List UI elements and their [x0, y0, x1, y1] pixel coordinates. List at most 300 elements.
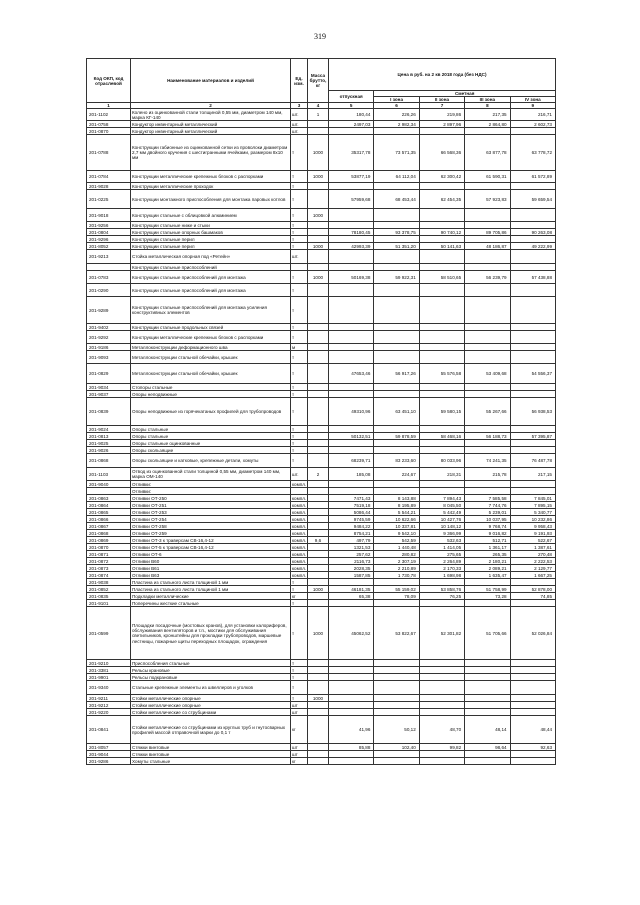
row-price-release: 185,08	[329, 468, 374, 481]
row-unit: т	[291, 351, 308, 364]
row-unit: шт.	[291, 468, 308, 481]
row-price-zone-2: 50 141,63	[419, 243, 464, 250]
row-price-zone-2: 2 897,96	[419, 121, 464, 128]
row-mass	[308, 250, 329, 264]
row-name: Отливки ОТ-3 к траверсам СВ-16,4-12	[131, 537, 291, 544]
row-price-zone-1: 59 922,31	[374, 271, 419, 284]
row-code: 201-9256	[87, 222, 131, 229]
row-code: 201-0863	[87, 495, 131, 502]
row-price-zone-3: 89 705,86	[465, 229, 510, 236]
row-price-zone-3: 51 758,99	[465, 586, 510, 593]
table-row	[87, 565, 556, 572]
row-price-zone-3: 2 089,21	[465, 565, 510, 572]
row-name: Отливки ОТ-259	[131, 530, 291, 537]
row-price-zone-4: 74,85	[510, 593, 555, 600]
row-price-zone-2	[419, 660, 464, 667]
row-code: 201-1103	[87, 468, 131, 481]
row-price-release	[329, 209, 374, 222]
row-price-zone-1: 59 878,59	[374, 433, 419, 440]
row-price-zone-4	[510, 297, 555, 324]
row-price-zone-4: 76 487,78	[510, 454, 555, 468]
row-price-zone-4	[510, 709, 555, 716]
row-code: 201-0865	[87, 509, 131, 516]
row-price-zone-3: 48,14	[465, 716, 510, 744]
row-code: 201-9018	[87, 209, 131, 222]
table-row	[87, 572, 556, 579]
row-unit: т	[291, 674, 308, 681]
row-price-zone-2	[419, 667, 464, 674]
row-price-zone-1	[374, 488, 419, 495]
row-unit: т	[291, 284, 308, 297]
row-price-zone-2: 90 740,12	[419, 229, 464, 236]
row-price-release	[329, 264, 374, 271]
table-row	[87, 600, 556, 607]
row-price-zone-1: 55 159,02	[374, 586, 419, 593]
row-price-zone-4	[510, 751, 555, 758]
row-price-zone-2	[419, 702, 464, 709]
row-price-zone-3: 98,64	[465, 744, 510, 751]
row-code: 201-9402	[87, 324, 131, 331]
row-price-zone-4: 217,15	[510, 468, 555, 481]
row-price-zone-2	[419, 695, 464, 702]
row-price-zone-1: 93 378,75	[374, 229, 419, 236]
row-unit: компл.	[292, 551, 307, 557]
row-price-zone-2	[419, 264, 464, 271]
header-release: отпускная	[329, 91, 374, 103]
row-price-zone-3: 2 864,80	[465, 121, 510, 128]
row-price-zone-3	[465, 447, 510, 454]
table-row	[87, 243, 556, 250]
row-price-zone-3: 9 768,74	[465, 523, 510, 530]
row-price-zone-2: 59 580,15	[419, 398, 464, 426]
row-price-release	[329, 183, 374, 190]
header-zone-3: III зона	[465, 97, 510, 103]
row-price-zone-1	[374, 579, 419, 586]
row-name: Рельсы крановые	[131, 667, 291, 674]
row-code: 201-0804	[87, 229, 131, 236]
row-price-zone-1	[374, 681, 419, 695]
row-price-zone-1	[374, 331, 419, 344]
row-code: 201-9289	[87, 297, 131, 324]
row-price-zone-3	[465, 695, 510, 702]
row-price-zone-1	[374, 702, 419, 709]
row-mass	[308, 702, 329, 709]
row-price-zone-3	[465, 297, 510, 324]
row-price-zone-2	[419, 384, 464, 391]
row-name: Отливки ОТ-5 к траверсам СВ-16,4-12	[131, 544, 291, 551]
row-price-release: 46181,35	[329, 586, 374, 593]
row-price-release	[329, 236, 374, 243]
row-code: 201-8057	[87, 744, 131, 751]
row-mass	[308, 183, 329, 190]
table-row	[87, 667, 556, 674]
row-code: 201-0870	[87, 544, 131, 551]
row-price-zone-2	[419, 250, 464, 264]
row-name: Рельсы подкрановые	[131, 674, 291, 681]
row-mass	[308, 128, 329, 135]
row-price-zone-3	[465, 674, 510, 681]
row-unit: т	[291, 297, 308, 324]
table-row	[87, 744, 556, 751]
row-price-zone-1: 280,82	[374, 551, 419, 558]
row-price-release: 78180,45	[329, 229, 374, 236]
row-mass	[308, 600, 329, 607]
row-price-zone-4	[510, 660, 555, 667]
row-unit: шт.	[291, 109, 308, 121]
row-price-zone-1	[374, 660, 419, 667]
row-price-release: 5086,44	[329, 509, 374, 516]
row-price-zone-4	[510, 674, 555, 681]
row-unit: т	[291, 324, 308, 331]
row-mass	[308, 398, 329, 426]
row-code: 201-9040	[87, 481, 131, 488]
row-price-zone-1	[374, 384, 419, 391]
row-price-zone-1	[374, 426, 419, 433]
row-price-release: 50169,38	[329, 271, 374, 284]
row-price-zone-3	[465, 128, 510, 135]
row-name: Отливки ОТ-254	[131, 516, 291, 523]
row-price-zone-2: 48,70	[419, 716, 464, 744]
row-price-zone-2: 275,65	[419, 551, 464, 558]
row-price-zone-2	[419, 284, 464, 297]
row-code: 201-9213	[87, 250, 131, 264]
row-price-release	[329, 391, 374, 398]
row-price-zone-1	[374, 481, 419, 488]
row-code: 201-9220	[87, 709, 131, 716]
row-price-zone-2: 55 576,58	[419, 364, 464, 384]
row-unit: компл.	[292, 516, 307, 522]
row-price-release	[329, 667, 374, 674]
row-code: 201-0868	[87, 454, 131, 468]
row-code: 201-0841	[87, 716, 131, 744]
row-price-zone-2	[419, 758, 464, 765]
row-mass	[308, 284, 329, 297]
row-price-zone-1: 50,12	[374, 716, 419, 744]
row-price-zone-4: 9 191,93	[510, 530, 555, 537]
row-name: Стойка металлическая опорная под «Ретейн»	[131, 250, 291, 264]
table-row	[87, 384, 556, 391]
table-row	[87, 128, 556, 135]
table-row	[87, 751, 556, 758]
row-price-release: 53877,19	[329, 171, 374, 183]
row-price-zone-2	[419, 183, 464, 190]
row-price-zone-2	[419, 391, 464, 398]
row-unit: т	[291, 681, 308, 695]
row-name: Отливки В60	[131, 558, 291, 565]
row-unit: т	[291, 391, 308, 398]
row-unit: компл.	[292, 523, 307, 529]
row-price-zone-2: 1 414,05	[419, 544, 464, 551]
row-price-zone-4	[510, 447, 555, 454]
row-mass: 1000	[308, 135, 329, 171]
row-price-zone-1: 1 440,48	[374, 544, 419, 551]
row-price-release: 2497,03	[329, 121, 374, 128]
row-price-zone-3: 2 180,21	[465, 558, 510, 565]
row-price-zone-1: 51 351,20	[374, 243, 419, 250]
row-price-zone-2: 53 858,76	[419, 586, 464, 593]
row-mass	[308, 579, 329, 586]
row-price-zone-2: 2 264,89	[419, 558, 464, 565]
row-price-release	[329, 481, 374, 488]
row-mass	[308, 544, 329, 551]
row-code: 201-3381	[87, 667, 131, 674]
row-mass	[308, 551, 329, 558]
row-price-zone-2: 219,86	[419, 109, 464, 121]
row-unit	[291, 488, 308, 495]
row-price-zone-2	[419, 128, 464, 135]
row-code: 201-0783	[87, 271, 131, 284]
row-name: Опоры неподвижные	[131, 391, 291, 398]
table-row	[87, 481, 556, 488]
table-row	[87, 468, 556, 481]
row-price-release: 1587,85	[329, 572, 374, 579]
row-mass	[308, 344, 329, 351]
row-price-zone-3	[465, 236, 510, 243]
row-code: 201-0868	[87, 530, 131, 537]
row-code: 201-9024	[87, 426, 131, 433]
row-price-release: 57959,68	[329, 190, 374, 209]
header-zone-2: II зона	[419, 97, 464, 103]
row-name: Конструкции стальные с облицовкой алюминием	[131, 209, 291, 222]
header-mass: Масса брутто, кг	[308, 59, 329, 103]
row-price-zone-4: 57 438,88	[510, 271, 555, 284]
row-code: 201-0874	[87, 572, 131, 579]
row-price-zone-4: 59 659,54	[510, 190, 555, 209]
row-mass	[308, 364, 329, 384]
row-price-zone-2: 10 148,12	[419, 523, 464, 530]
row-name: Металлоконструкции стальной обечайки, крышек	[131, 364, 291, 384]
row-mass	[308, 454, 329, 468]
row-price-zone-3	[465, 183, 510, 190]
row-mass: 1000	[308, 209, 329, 222]
row-price-zone-4: 10 232,86	[510, 516, 555, 523]
row-code: 201-0813	[87, 433, 131, 440]
row-price-zone-1	[374, 264, 419, 271]
table-row	[87, 171, 556, 183]
row-price-zone-4: 522,67	[510, 537, 555, 544]
row-price-release	[329, 324, 374, 331]
row-name: Колено из оцинкованной стали толщиной 0,55 мм, диаметром 140 мм, марка КГ-140	[131, 109, 291, 121]
row-price-zone-4: 54 556,37	[510, 364, 555, 384]
table-row	[87, 695, 556, 702]
row-price-zone-1	[374, 209, 419, 222]
table-row	[87, 593, 556, 600]
row-price-zone-1	[374, 236, 419, 243]
row-mass: 1000	[308, 586, 329, 593]
row-unit: т	[291, 426, 308, 433]
row-price-zone-2	[419, 488, 464, 495]
row-code: 201-0872	[87, 558, 131, 565]
table-row	[87, 530, 556, 537]
row-code: 201-0866	[87, 516, 131, 523]
row-name: Конструкции металлические проходок	[131, 183, 291, 190]
row-price-zone-1: 10 337,81	[374, 523, 419, 530]
header-estimate: Сметная	[374, 91, 556, 97]
row-price-zone-4	[510, 128, 555, 135]
row-price-zone-1	[374, 284, 419, 297]
row-mass: 1000	[308, 171, 329, 183]
row-code: 201-9028	[87, 183, 131, 190]
row-code	[87, 488, 131, 495]
row-price-zone-3: 215,78	[465, 468, 510, 481]
row-code: 201-9037	[87, 391, 131, 398]
table-row	[87, 183, 556, 190]
row-price-zone-2	[419, 600, 464, 607]
row-name: Конструкции металлические крепежных блоков с распорками	[131, 331, 291, 344]
row-code: 201-8052	[87, 243, 131, 250]
row-code: 201-9044	[87, 751, 131, 758]
row-price-zone-4	[510, 222, 555, 229]
row-unit: компл.	[292, 544, 307, 550]
row-unit: т	[291, 135, 308, 171]
row-price-zone-3	[465, 660, 510, 667]
row-unit: т	[291, 454, 308, 468]
row-price-zone-2	[419, 579, 464, 586]
row-price-zone-4	[510, 579, 555, 586]
row-mass	[308, 516, 329, 523]
row-mass: 9,6	[308, 537, 329, 544]
row-code: 201-0784	[87, 171, 131, 183]
row-name: Конструкции монтажного приспособления для монтажа паровых котлов	[131, 190, 291, 209]
row-price-zone-3: 1 361,17	[465, 544, 510, 551]
row-price-zone-4: 1 667,25	[510, 572, 555, 579]
row-price-release	[329, 128, 374, 135]
table-row	[87, 607, 556, 660]
row-price-zone-4: 2 602,73	[510, 121, 555, 128]
table-row	[87, 509, 556, 516]
row-mass	[308, 674, 329, 681]
row-name: Отливки ОТ-6	[131, 551, 291, 558]
row-price-zone-1: 63 451,10	[374, 398, 419, 426]
table-row	[87, 121, 556, 128]
row-mass: 1000	[308, 243, 329, 250]
row-price-zone-3	[465, 758, 510, 765]
row-code: 201-9211	[87, 695, 131, 702]
row-price-release	[329, 250, 374, 264]
row-price-zone-3	[465, 600, 510, 607]
row-price-zone-4	[510, 488, 555, 495]
page-number: 319	[314, 32, 326, 41]
row-price-zone-1	[374, 344, 419, 351]
row-price-zone-1: 224,67	[374, 468, 419, 481]
row-price-zone-4	[510, 209, 555, 222]
table-row	[87, 344, 556, 351]
row-unit: компл.	[292, 565, 307, 571]
row-name: Стойки металлические опорные	[131, 702, 291, 709]
row-unit: компл.	[292, 572, 307, 578]
row-name: Отвод из оцинкованной стали толщиной 0,55 мм, диаметром 140 мм, марка ОМ-140	[131, 468, 291, 481]
row-price-release: 257,62	[329, 551, 374, 558]
row-unit: т	[291, 190, 308, 209]
row-price-zone-3: 7 585,58	[465, 495, 510, 502]
row-price-zone-2: 62 300,42	[419, 171, 464, 183]
header-zone-4: IV зона	[510, 97, 555, 103]
row-price-release: 497,79	[329, 537, 374, 544]
row-price-release	[329, 344, 374, 351]
row-mass	[308, 222, 329, 229]
table-row	[87, 454, 556, 468]
row-mass	[308, 481, 329, 488]
row-name: Стойки металлические со струбцинами из круглых труб и гнутосварных профилей массой отправочной марки до 0,1 т	[131, 716, 291, 744]
row-price-release	[329, 751, 374, 758]
row-code: 201-9286	[87, 758, 131, 765]
row-price-zone-4	[510, 481, 555, 488]
row-name: Конструкции стальные продольных связей	[131, 324, 291, 331]
row-mass	[308, 565, 329, 572]
row-price-zone-4: 7 845,01	[510, 495, 555, 502]
row-price-zone-4	[510, 284, 555, 297]
row-price-release: 2028,35	[329, 565, 374, 572]
row-price-zone-1: 5 544,21	[374, 509, 419, 516]
row-price-zone-2: 10 427,76	[419, 516, 464, 523]
row-price-zone-4: 90 263,08	[510, 229, 555, 236]
row-mass: 1000	[308, 607, 329, 660]
row-unit: компл.	[292, 502, 307, 508]
row-unit: т	[291, 364, 308, 384]
row-code: 201-9026	[87, 447, 131, 454]
row-price-zone-2	[419, 681, 464, 695]
row-price-zone-4: 57 395,87	[510, 433, 555, 440]
row-price-release	[329, 384, 374, 391]
row-price-zone-4	[510, 758, 555, 765]
header-price-group: Цена в руб. на 2 кв 2018 года (без НДС)	[329, 59, 556, 91]
row-mass	[308, 391, 329, 398]
row-price-zone-2: 7 894,43	[419, 495, 464, 502]
row-price-release	[329, 331, 374, 344]
row-price-zone-4: 61 572,89	[510, 171, 555, 183]
row-name: Стойки металлические со струбцинами	[131, 709, 291, 716]
row-unit: т	[291, 209, 308, 222]
row-unit: т	[291, 660, 308, 667]
row-price-zone-4: 7 895,15	[510, 502, 555, 509]
row-mass: 1	[308, 109, 329, 121]
row-price-zone-3: 512,71	[465, 537, 510, 544]
row-price-release	[329, 579, 374, 586]
row-price-zone-1: 56 917,26	[374, 364, 419, 384]
table-row	[87, 135, 556, 171]
row-unit: компл.	[292, 509, 307, 515]
row-price-zone-1	[374, 391, 419, 398]
row-name: Отливки:	[131, 481, 291, 488]
row-price-zone-2	[419, 447, 464, 454]
row-mass: 1000	[308, 271, 329, 284]
table-body	[87, 109, 556, 765]
row-name: Пластина из стального листа толщиной 1 мм	[131, 579, 291, 586]
row-price-zone-2	[419, 709, 464, 716]
row-price-zone-2: 532,63	[419, 537, 464, 544]
row-price-zone-1	[374, 128, 419, 135]
row-price-zone-3	[465, 681, 510, 695]
row-name: Подкладки металлические	[131, 593, 291, 600]
row-price-release: 9484,22	[329, 523, 374, 530]
row-name: Опоры скользящие и катковые, крепежные детали, хомуты	[131, 454, 291, 468]
row-code: 201-0839	[87, 398, 131, 426]
row-code: 201-9093	[87, 351, 131, 364]
row-price-zone-1: 226,26	[374, 109, 419, 121]
row-code: 201-9340	[87, 681, 131, 695]
row-price-zone-3	[465, 481, 510, 488]
row-mass	[308, 572, 329, 579]
row-price-release: 7471,43	[329, 495, 374, 502]
row-code: 201-9292	[87, 331, 131, 344]
row-code: 201-0864	[87, 502, 131, 509]
row-price-release	[329, 600, 374, 607]
row-mass	[308, 331, 329, 344]
row-price-zone-3: 10 037,95	[465, 516, 510, 523]
row-price-release: 68239,71	[329, 454, 374, 468]
row-unit: т	[291, 440, 308, 447]
row-mass	[308, 744, 329, 751]
